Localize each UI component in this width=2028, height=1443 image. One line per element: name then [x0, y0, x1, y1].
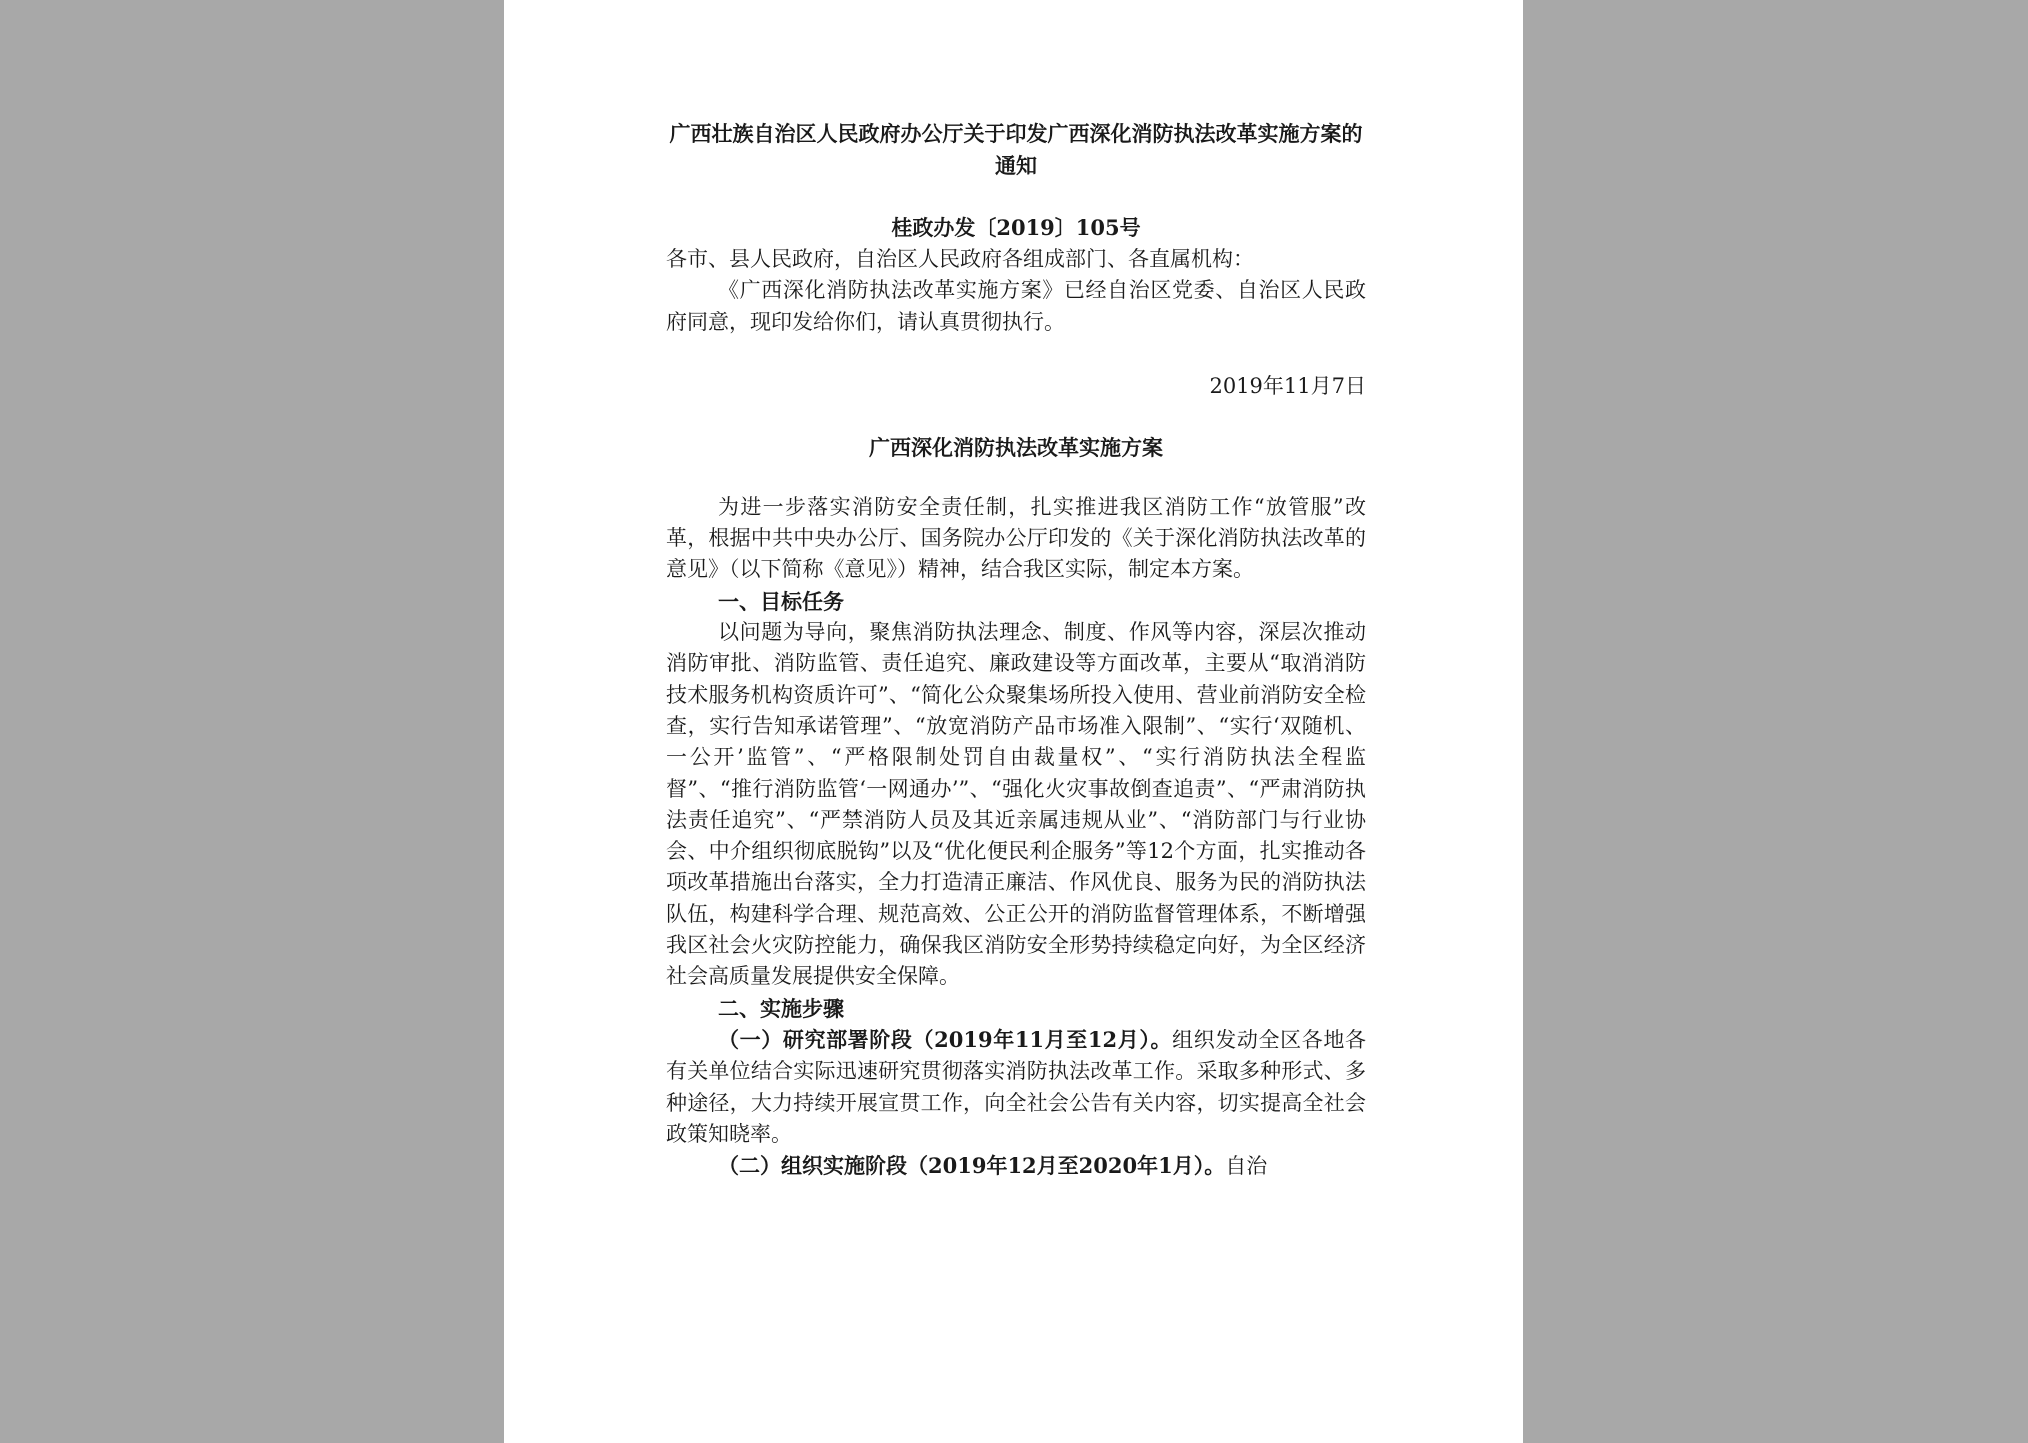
step-one-body: 组织发动全区各地各有关单位结合实际迅速研究贯彻落实消防执法改革工作。采取多种形式、多种途径，大力持续开展宣贯工作，向全社会公告有关内容，切实提高全社会政策知晓率。 — [666, 1027, 1366, 1146]
section-heading-goals: 一、目标任务 — [718, 588, 844, 614]
document-number: 桂政办发〔2019〕105号 — [891, 215, 1141, 240]
intro-paragraph: 为进一步落实消防安全责任制，扎实推进我区消防工作“放管服”改革，根据中共中央办公厅、国务院办公厅印发的《关于深化消防执法改革的意见》（以下简称《意见》）精神，结合我区实际，制定本方案。 — [666, 494, 1366, 582]
step-one-heading: （一）研究部署阶段（2019年11月至12月）。 — [718, 1026, 1173, 1052]
recipients-line: 各市、县人民政府，自治区人民政府各组成部门、各直属机构： — [666, 247, 1254, 271]
step-two-heading: （二）组织实施阶段（2019年12月至2020年1月）。 — [718, 1153, 1226, 1179]
plan-title: 广西深化消防执法改革实施方案 — [869, 434, 1163, 460]
document-page — [504, 0, 1523, 1443]
section-body-goals: 以问题为导向，聚焦消防执法理念、制度、作风等内容，深层次推动消防审批、消防监管、责任追究、廉政建设等方面改革，主要从“取消消防技术服务机构资质许可”、“简化公众聚集场所投入使用、营业前消防安全检查，实行告知承诺管理”、“放宽消防产品市场准入限制”、“实行‘双随机、一公开’监管”、“严格限制处罚自由裁量权”、“实行消防执法全程监督”、“推行消防监管‘一网通办’”、“强化火灾事故倒查追责”、“严肃消防执法责任追究”、“严禁消防人员及其近亲属违规从业”、“消防部门与行业协会、中介组织彻底脱钩”以及“优化便民利企服务”等12个方面，扎实推动各项改革措施出台落实，全力打造清正廉洁、作风优良、服务为民的消防执法队伍，构建科学合理、规范高效、公正公开的消防监督管理体系，不断增强我区社会火灾防控能力，确保我区消防安全形势持续稳定向好，为全区经济社会高质量发展提供安全保障。 — [666, 620, 1366, 989]
document-title-text: 广西壮族自治区人民政府办公厅关于印发广西深化消防执法改革实施方案的通知 — [669, 121, 1363, 178]
document-title — [666, 118, 1366, 182]
section-heading-steps: 二、实施步骤 — [718, 995, 844, 1021]
step-two-paragraph — [666, 1150, 1366, 1182]
notice-body: 《广西深化消防执法改革实施方案》已经自治区党委、自治区人民政府同意，现印发给你们，请认真贯彻执行。 — [666, 278, 1366, 334]
page-content — [666, 118, 1366, 1182]
step-two-body: 自治 — [1225, 1154, 1268, 1179]
step-one-paragraph — [666, 1024, 1366, 1150]
issue-date: 2019年11月7日 — [1209, 373, 1366, 398]
